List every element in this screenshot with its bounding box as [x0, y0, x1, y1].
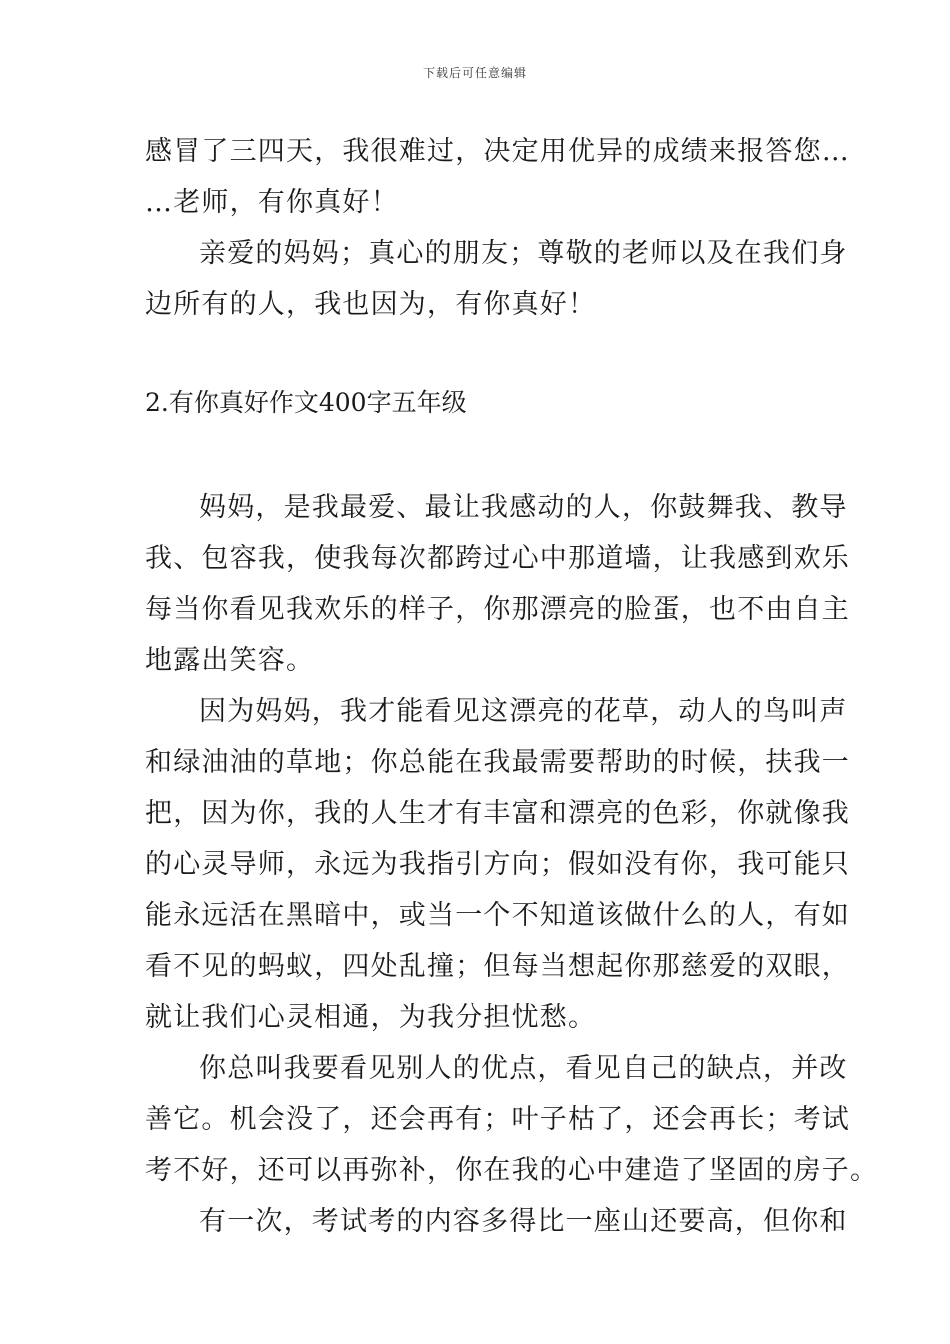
text-line: 把，因为你，我的人生才有丰富和漂亮的色彩，你就像我: [145, 798, 850, 829]
spacer: [145, 330, 815, 378]
spacer: [145, 428, 815, 482]
page-header-note: 下载后可任意编辑: [422, 66, 527, 80]
text-line: 亲爱的妈妈；真心的朋友；尊敬的老师以及在我们身: [199, 238, 848, 269]
text-line: 地露出笑容。: [145, 645, 315, 676]
paragraph-1: [145, 126, 850, 228]
section-heading: 2.有你真好作文400字五年级: [145, 388, 467, 417]
text-line: 我、包容我，使我每次都跨过心中那道墙，让我感到欢乐: [145, 543, 850, 574]
text-line: 能永远活在黑暗中，或当一个不知道该做什么的人，有如: [145, 900, 850, 931]
text-line: 妈妈，是我最爱、最让我感动的人，你鼓舞我、教导: [199, 492, 848, 523]
text-line: …老师，有你真好！: [145, 187, 399, 218]
text-line: 有一次，考试考的内容多得比一座山还要高，但你和: [199, 1206, 848, 1237]
text-line: 你总叫我要看见别人的优点，看见自己的缺点，并改: [199, 1053, 848, 1084]
text-line: 每当你看见我欢乐的样子，你那漂亮的脸蛋，也不由自主: [145, 594, 850, 625]
paragraph-4: [145, 686, 850, 1043]
text-line: 因为妈妈，我才能看见这漂亮的花草，动人的鸟叫声: [199, 696, 848, 727]
text-line: 就让我们心灵相通，为我分担忧愁。: [145, 1002, 597, 1033]
paragraph-3: [145, 482, 850, 686]
paragraph-5: [145, 1043, 879, 1196]
text-line: 感冒了三四天，我很难过，决定用优异的成绩来报答您…: [145, 136, 850, 167]
paragraph-2: [145, 228, 848, 330]
text-line: 和绿油油的草地；你总能在我最需要帮助的时候，扶我一: [145, 747, 850, 778]
paragraph-6: [145, 1196, 848, 1247]
document-body: [145, 126, 879, 1247]
text-line: 边所有的人，我也因为，有你真好！: [145, 289, 597, 320]
text-line: 看不见的蚂蚁，四处乱撞；但每当想起你那慈爱的双眼，: [145, 951, 850, 982]
text-line: 的心灵导师，永远为我指引方向；假如没有你，我可能只: [145, 849, 850, 880]
text-line: 考不好，还可以再弥补，你在我的心中建造了坚固的房子。: [145, 1155, 879, 1186]
text-line: 善它。机会没了，还会再有；叶子枯了，还会再长；考试: [145, 1104, 850, 1135]
